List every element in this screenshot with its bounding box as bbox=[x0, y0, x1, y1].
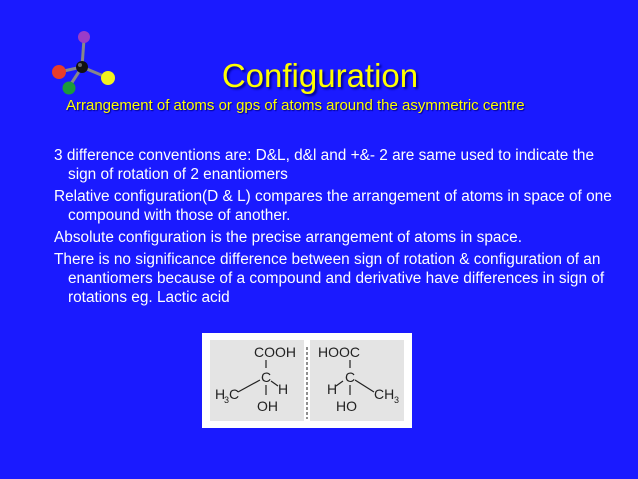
left-methyl-c: C bbox=[229, 386, 240, 402]
molecule-model-icon bbox=[46, 24, 126, 104]
slide-body bbox=[54, 146, 614, 310]
right-top-group: HOOC bbox=[318, 344, 360, 360]
right-hydrogen: H bbox=[327, 381, 338, 397]
left-hydrogen: H bbox=[278, 381, 289, 397]
left-methyl-sub: 3 bbox=[224, 395, 230, 405]
right-center-atom: C bbox=[345, 369, 356, 385]
left-methyl-h: H bbox=[215, 386, 226, 402]
slide-subtitle: Arrangement of atoms or gps of atoms around the asymmetric centre bbox=[66, 97, 525, 114]
left-center-atom: C bbox=[261, 369, 272, 385]
body-paragraph: Relative configuration(D & L) compares the arrangement of atoms in space of one compound with those of another. bbox=[54, 188, 612, 224]
body-paragraph: 3 difference conventions are: D&L, d&l and +&- 2 are same used to indicate the sign of rotation of 2 enantiomers bbox=[54, 147, 595, 183]
right-methyl: CH bbox=[374, 386, 395, 402]
left-top-group: COOH bbox=[254, 344, 296, 360]
left-bottom-group: OH bbox=[257, 398, 278, 414]
slide-title: Configuration bbox=[221, 57, 419, 94]
lactic-acid-enantiomers-figure bbox=[202, 333, 412, 428]
body-paragraph: There is no significance difference between sign of rotation & configuration of an enantiomers because of a compound and derivative have differences in sign of rotations eg. Lactic acid bbox=[54, 251, 605, 306]
structure-drawing bbox=[202, 333, 412, 428]
right-bottom-group: HO bbox=[336, 398, 357, 414]
body-paragraph: Absolute configuration is the precise arrangement of atoms in space. bbox=[54, 229, 522, 246]
right-methyl-sub: 3 bbox=[394, 395, 400, 405]
